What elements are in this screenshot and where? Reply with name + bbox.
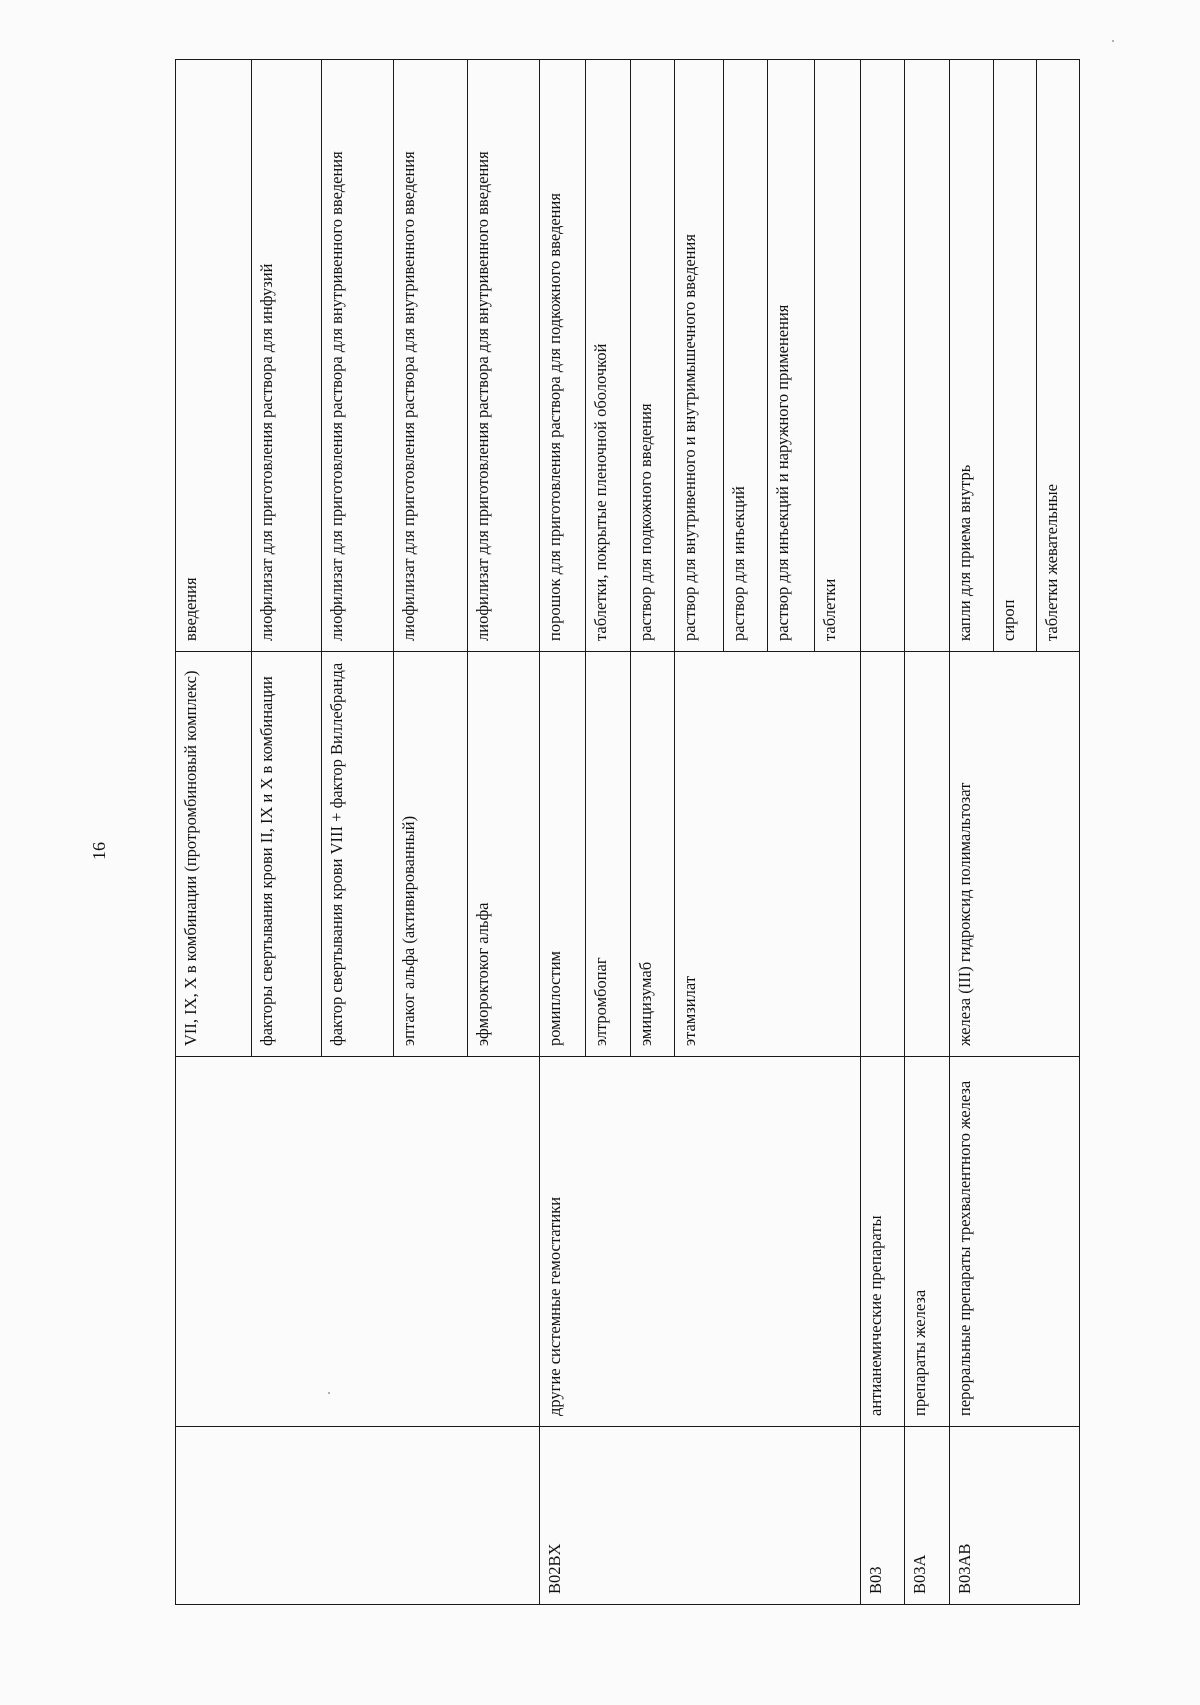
- drug-name-cell: [905, 652, 949, 1057]
- atc-code-cell: [467, 1427, 539, 1605]
- scan-speck: [1112, 40, 1114, 42]
- drug-name-cell: фактор свертывания крови VIII + фактор Виллебранда: [321, 652, 393, 1057]
- drug-name-cell: эфмороктоког альфа: [467, 652, 539, 1057]
- table-row: [252, 60, 322, 1605]
- atc-code-cell: B03A: [905, 1427, 949, 1605]
- dosage-form-cell: таблетки: [814, 60, 861, 652]
- drug-name-cell: [861, 652, 905, 1057]
- drug-name-cell: железа (III) гидроксид полимальтозат: [949, 652, 1079, 1057]
- dosage-form-cell: лиофилизат для приготовления раствора для внутривенного введения: [321, 60, 393, 652]
- dosage-form-cell: лиофилизат для приготовления раствора для внутривенного введения: [467, 60, 539, 652]
- group-name-cell: [176, 1057, 252, 1427]
- table-row: [467, 60, 539, 1605]
- dosage-form-cell: сироп: [994, 60, 1036, 652]
- atc-code-cell: [321, 1427, 393, 1605]
- table-row: [176, 60, 252, 1605]
- dosage-form-cell: [905, 60, 949, 652]
- table-row: [861, 60, 905, 1605]
- group-name-cell: другие системные гемостатики: [539, 1057, 860, 1427]
- atc-code-cell: B03AB: [949, 1427, 1079, 1605]
- drug-table-body: [176, 60, 1080, 1605]
- group-name-cell: [393, 1057, 467, 1427]
- drug-name-cell: факторы свертывания крови II, IX и X в комбинации: [252, 652, 322, 1057]
- drug-name-cell: этамзилат: [675, 652, 861, 1057]
- dosage-form-cell: таблетки жевательные: [1036, 60, 1079, 652]
- rotated-table-container: [175, 60, 1080, 1605]
- dosage-form-cell: [861, 60, 905, 652]
- atc-code-cell: [176, 1427, 252, 1605]
- dosage-form-cell: раствор для подкожного введения: [630, 60, 674, 652]
- drug-name-cell: VII, IX, X в комбинации (протромбиновый комплекс): [176, 652, 252, 1057]
- dosage-form-cell: порошок для приготовления раствора для подкожного введения: [539, 60, 586, 652]
- table-row: [539, 60, 586, 1605]
- drug-name-cell: ромиплостим: [539, 652, 586, 1057]
- table-row: [393, 60, 467, 1605]
- group-name-cell: [321, 1057, 393, 1427]
- group-name-cell: [252, 1057, 322, 1427]
- dosage-form-cell: таблетки, покрытые пленочной оболочкой: [586, 60, 630, 652]
- table-row: [949, 60, 993, 1605]
- table-row: [905, 60, 949, 1605]
- group-name-cell: [467, 1057, 539, 1427]
- atc-code-cell: [393, 1427, 467, 1605]
- dosage-form-cell: введения: [176, 60, 252, 652]
- atc-code-cell: B02BX: [539, 1427, 860, 1605]
- group-name-cell: пероральные препараты трехвалентного железа: [949, 1057, 1079, 1427]
- dosage-form-cell: раствор для инъекций и наружного применения: [768, 60, 815, 652]
- group-name-cell: препараты железа: [905, 1057, 949, 1427]
- drug-name-cell: эмицизумаб: [630, 652, 674, 1057]
- page-number: 16: [89, 842, 109, 860]
- atc-code-cell: B03: [861, 1427, 905, 1605]
- dosage-form-cell: лиофилизат для приготовления раствора для внутривенного введения: [393, 60, 467, 652]
- drug-table: [175, 59, 1080, 1605]
- dosage-form-cell: капли для приема внутрь: [949, 60, 993, 652]
- drug-name-cell: эптаког альфа (активированный): [393, 652, 467, 1057]
- table-row: [321, 60, 393, 1605]
- dosage-form-cell: раствор для инъекций: [723, 60, 767, 652]
- dosage-form-cell: раствор для внутривенного и внутримышечного введения: [675, 60, 724, 652]
- atc-code-cell: [252, 1427, 322, 1605]
- dosage-form-cell: лиофилизат для приготовления раствора для инфузий: [252, 60, 322, 652]
- group-name-cell: антианемические препараты: [861, 1057, 905, 1427]
- drug-name-cell: элтромбопаг: [586, 652, 630, 1057]
